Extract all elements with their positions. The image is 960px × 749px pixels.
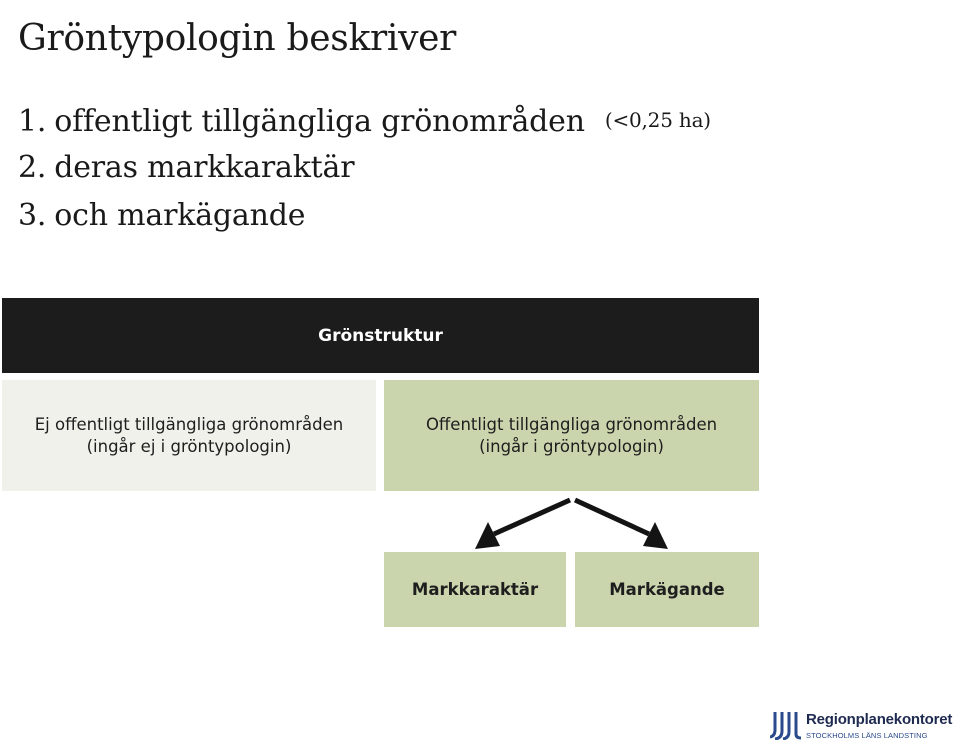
organization-logo [770,710,958,742]
diagram-child-label-2: Markägande [609,580,725,599]
bullet-text: deras markkaraktär [54,150,355,185]
bullet-text: och markägande [54,198,306,233]
diagram-left-label: Ej offentligt tillgängliga grönområden (ingår ej i gröntypologin) [34,414,344,456]
bullet-text: offentligt tillgängliga grönområden [54,104,585,139]
logo-subtitle: STOCKHOLMS LÄNS LANDSTING [806,731,928,740]
bullet-number: 2. [18,150,47,185]
bullet-number: 3. [18,198,47,233]
diagram-root-label: Grönstruktur [318,325,443,346]
arrow-left [494,500,570,534]
diagram-child-box-2 [575,552,759,627]
bullet-number: 1. [18,104,47,139]
logo-name: Regionplanekontoret [806,711,953,728]
diagram-child-label-1: Markkaraktär [411,580,539,599]
arrow-right [575,500,649,534]
logo-icon [770,710,802,740]
bullet-note: (<0,25 ha) [604,108,711,132]
diagram-right-label: Offentligt tillgängliga grönområden (ingår i gröntypologin) [425,414,718,456]
diagram-child-box-1 [384,552,566,627]
slide-title: Gröntypologin beskriver [18,18,457,60]
